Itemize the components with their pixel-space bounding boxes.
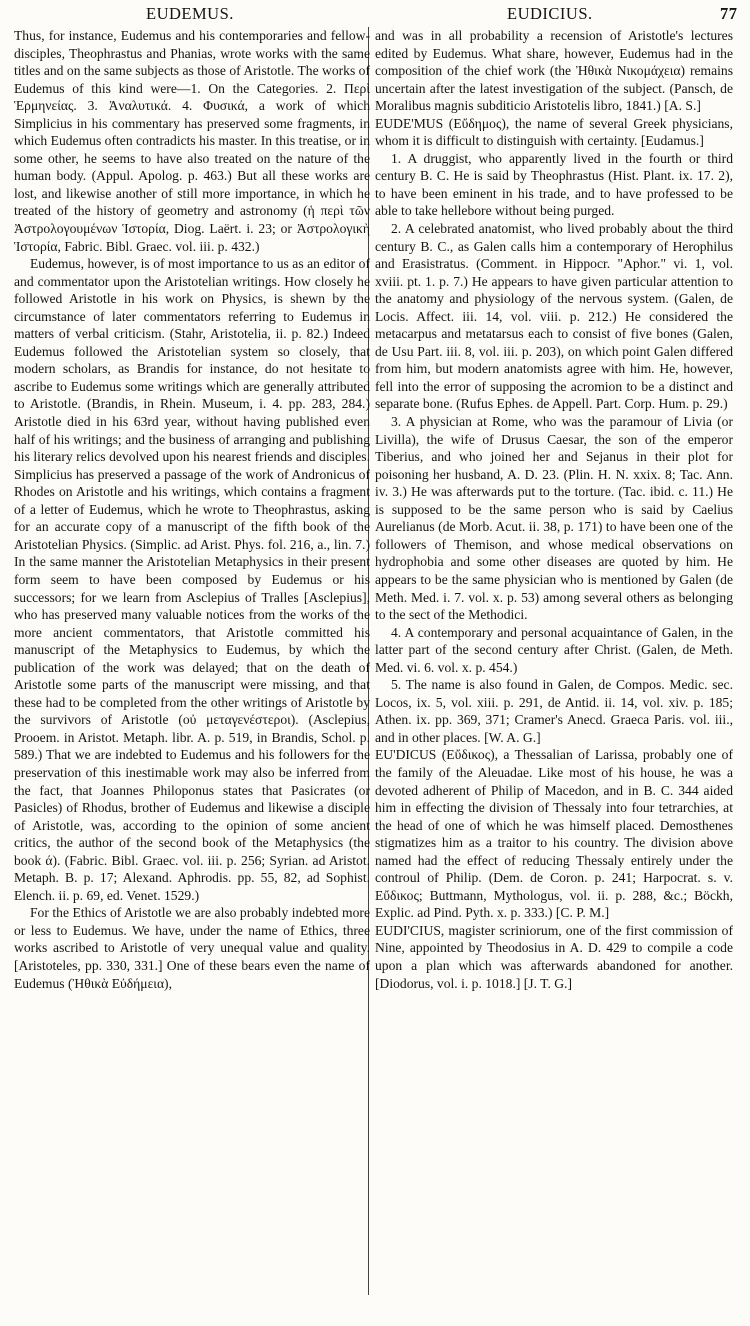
entry-eudemus-5: 5. The name is also found in Galen, de Compos. Medic. sec. Locos, ix. 5, vol. xiii. p. 291, de Antid. ii. 14, vol. xiv. p. 185; Athen. ix. pp. 369, 371; Cramer's Anecd. Graeca Paris. vol. iii., and in other places. [W. A. G.] [375,677,733,745]
running-head-right: EUDICIUS. [507,4,593,23]
paragraph-ethics: For the Ethics of Aristotle we are also probably indebted more or less to Eudemus. We have, under the name of Ethics, three works ascribed to Aristotle of very unequal value and quality. [Aristoteles, pp. 330, 331.] One of these bears even the name of Eudemus (Ἠθικὰ Εὐδήμεια), [14,905,370,991]
entry-eudicius: EUDI'CIUS, magister scriniorum, one of the first commission of Nine, appointed by Theodosius in A. D. 429 to compile a code upon a plan which was afterwards abandoned for another. [Diodorus, vol. i. p. 1018.] [J. T. G.] [375,922,733,991]
signature-as: [A. S.] [664,98,701,114]
paragraph-ethics-continued: and was in all probability a recension of Aristotle's lectures edited by Eudemus. What share, however, Eudemus had in the composition of the chief work (the Ἠθικὰ Νικομάχεια) remains uncertain after the latest investigation of the subject. (Pansch, de Moralibus magnis subditicio Aristotelis libro, 1841.) [A. S.] [375,28,733,114]
page-number: 77 [720,4,738,23]
entry-eudemus-2: 2. A celebrated anatomist, who lived probably about the third century B. C., as Galen calls him a contemporary of Herophilus and Erasistratus. (Comment. in Hippocr. "Aphor." vi. 1, vol. xviii. pt. 1. p. 7.) He appears to have given particular attention to the anatomy and physiology of the nervous system. (Galen, de Locis. Affect. iii. 14, vol. viii. p. 212.) He considered the metacarpus and metatarsus each to consist of five bones (Galen, de Usu Part. iii. 8, vol. iii. p. 203), on which point Galen differed from him, but modern anatomists agree with him. He, however, fell into the error of supposing the acromion to be a distinct and separate bone. (Rufus Ephes. de Appell. Part. Corp. Hum. p. 29.) [375,221,733,412]
entry-eudemus-physicians: EUDE'MUS (Εὔδημος), the name of several Greek physicians, whom it is difficult to distinguish with certainty. [Eudamus.] [375,115,733,149]
paragraph-editor-commentator: Eudemus, however, is of most importance to us as an editor of and commentator upon the Aristotelian writings. How closely he followed Aristotle in his work on Physics, is shewn by the circumstance of later commentators referring to Eudemus in matters of verbal criticism. (Stahr, Aristotelia, ii. p. 82.) Indeed Eudemus followed the Aristotelian system so closely, that modern scholars, as Brandis for instance, do not hesitate to ascribe to Eudemus some writings which are generally attributed to Aristotle. (Brandis, in Rhein. Museum, i. 4. pp. 283, 284.) Aristotle died in his 63rd year, without having published even half of his writings; and the business of arranging and publishing his literary relics devolved upon his nearest friends and disciples. Simplicius has preserved a passage of the work of Andronicus of Rhodes on Aristotle and his writings, which contains a fragment of a letter of Eudemus, which he wrote to Theophrastus, asking for an accurate copy of a manuscript of the fifth book of the Aristotelian Physics. (Simplic. ad Arist. Phys. fol. 216, a., lin. 7.) In the same manner the Aristotelian Metaphysics in their present form seem to have been composed by Eudemus or his successors; for we learn from Asclepius of Tralles [Asclepius], who has preserved many valuable notices from the works of the more ancient commentators, that Aristotle committed his manuscript of the Metaphysics to Eudemus, by which the publication of the work was delayed; that on the death of Aristotle some parts of the manuscript were missing, and that these had to be completed from the other writings of Aristotle by the survivors of Aristotle (οὐ μεταγενέστεροι). (Asclepius, Prooem. in Aristot. Metaph. libr. A. p. 519, in Brandis, Schol. p. 589.) That we are indebted to Eudemus and his followers for the preservation of this inestimable work may also be inferred from the fact, that Joannes Philoponus states that Pasicrates (or Pasicles) of Rhodus, brother of Eudemus and likewise a disciple of Aristotle, was, according to the opinion of some ancient critics, the author of the second book of the Metaphysics (the book ά). (Fabric. Bibl. Graec. vol. iii. p. 256; Syrian. ad Aristot. Metaph. B. p. 17; Alexand. Aphrodis. pp. 55, 82, ad Sophist. Elench. ii. p. 69, ed. Venet. 1529.) [14,256,370,903]
signature-cpm: [C. P. M.] [555,905,610,921]
signature-jtg: [J. T. G.] [523,975,572,991]
left-column [14,27,370,992]
paragraph-works-of-eudemus: Thus, for instance, Eudemus and his contemporaries and fellow-disciples, Theophrastus and Phanias, wrote works with the same titles and on the same subjects as those of Aristotle. The works of Eudemus of this kind were—1. On the Categories. 2. Περὶ Ἑρμηνείας. 3. Ἀναλυτικά. 4. Φυσικά, a work of which Simplicius in his commentary has preserved some fragments, in which Eudemus often contradicts his master. In this treatise, or in some other, he seems to have also treated on the nature of the human body. (Appul. Apolog. p. 463.) But all these works are lost, and likewise another of still more importance, in which he treated of the history of geometry and astronomy (ἡ περὶ τῶν Ἀστρολογουμένων Ἱστορία, Diog. Laërt. i. 23; or Ἀστρολογικὴ Ἱστορία, Fabric. Bibl. Graec. vol. iii. p. 432.) [14,28,370,254]
entry-eudemus-1: 1. A druggist, who apparently lived in the fourth or third century B. C. He is said by Theophrastus (Hist. Plant. ix. 17. 2), to have been eminent in his trade, and to have professed to be able to take hellebore without being purged. [375,150,733,219]
right-column [375,27,733,992]
entry-eudicus: EU'DICUS (Εὔδικος), a Thessalian of Larissa, probably one of the family of the Aleuadae. Like most of his house, he was a devoted adherent of Philip of Macedon, and in B. C. 344 aided him in effecting the division of Thessaly into four tetrarchies, at the head of one of which he was himself placed. Demosthenes stigmatizes him as a traitor to his country. The division above named had the effect of reducing Thessaly entirely under the controul of Philip. (Dem. de Coron. p. 241; Harpocrat. s. v. Εὔδικος; Buttmann, Mythologus, vol. ii. p. 288, &c.; Böckh, Explic. ad Pind. Pyth. x. p. 333.) [C. P. M.] [375,747,733,921]
entry-eudemus-3: 3. A physician at Rome, who was the paramour of Livia (or Livilla), the wife of Drusus Caesar, the son of the emperor Tiberius, and who joined her and Sejanus in their plot for poisoning her husband, A. D. 23. (Plin. H. N. xxix. 8; Tac. Ann. iv. 3.) He was afterwards put to the torture. (Tac. ibid. c. 11.) He is supposed to be the same person who is said by Caelius Aurelianus (de Morb. Acut. ii. 38, p. 171) to have been one of the followers of Themison, and whose medical observations on hydrophobia and some other diseases are quoted by him. He appears to be the same physician who is mentioned by Galen (de Meth. Med. i. 7. vol. x. p. 53) among several others as belonging to the sect of the Methodici. [375,414,733,623]
entry-eudemus-4: 4. A contemporary and personal acquaintance of Galen, in the latter part of the second century after Christ. (Galen, de Meth. Med. vi. 6. vol. x. p. 454.) [375,624,733,675]
signature-wag: [W. A. G.] [484,729,541,745]
running-head-left: EUDEMUS. [146,4,234,23]
